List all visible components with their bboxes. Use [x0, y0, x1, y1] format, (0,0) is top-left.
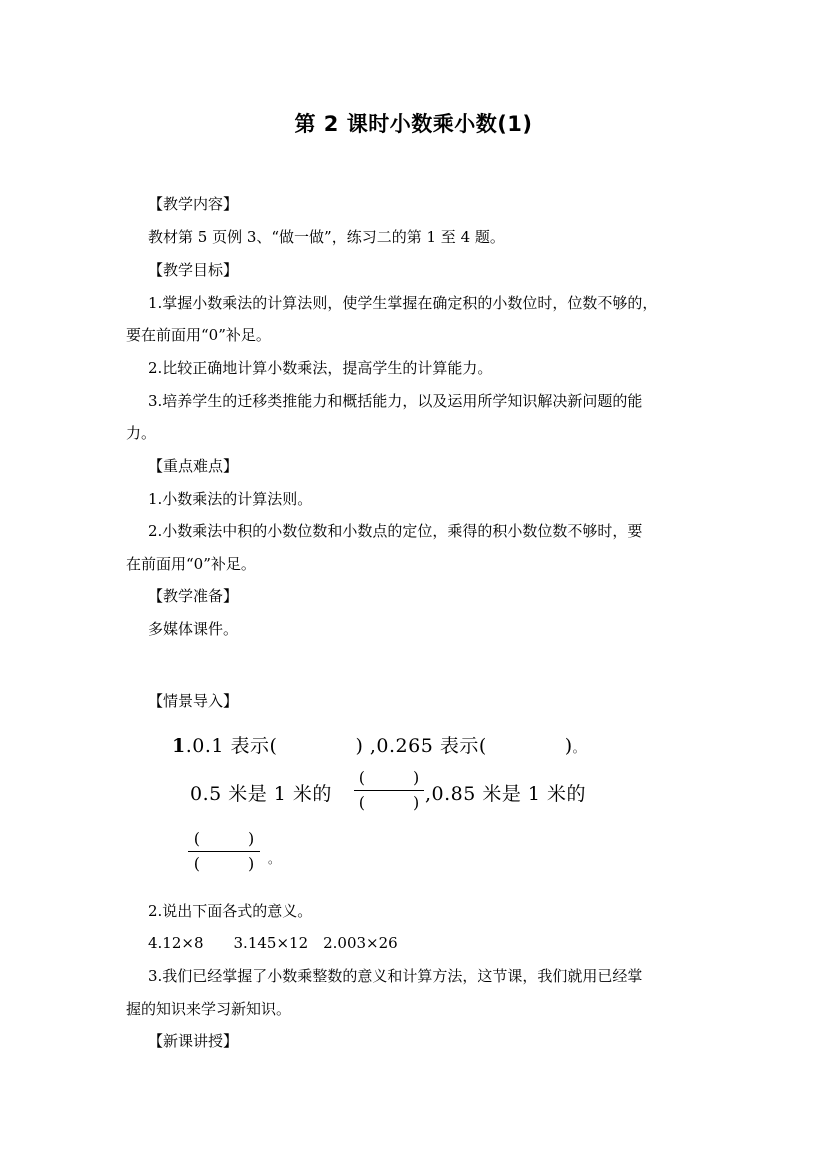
fraction-1-bar	[354, 790, 424, 791]
preparation-text: 多媒体课件。	[148, 620, 239, 638]
goal-3-line-2: 力。	[126, 424, 157, 442]
fraction-2-numerator: ( )	[193, 829, 255, 848]
fraction-1	[354, 767, 424, 814]
fraction-1-numerator: ( )	[358, 768, 420, 787]
content-text: 教材第 5 页例 3、“做一做”，练习二的第 1 至 4 题。	[148, 228, 505, 246]
question-2: 2.说出下面各式的意义。	[148, 902, 313, 920]
section-header-goals: 【教学目标】	[148, 261, 239, 279]
key-point-2-line-2: 在前面用“0”补足。	[126, 555, 256, 573]
goal-3-line-1: 3.培养学生的迁移类推能力和概括能力，以及运用所学知识解决新问题的能	[148, 392, 643, 410]
fraction-2	[188, 828, 260, 875]
fraction-1-denominator: ( )	[358, 793, 420, 812]
section-header-key-points: 【重点难点】	[148, 457, 239, 475]
section-header-preparation: 【教学准备】	[148, 587, 239, 605]
goal-2: 2.比较正确地计算小数乘法，提高学生的计算能力。	[148, 359, 493, 377]
section-header-content: 【教学内容】	[148, 195, 239, 213]
question-1-number: 1	[172, 735, 186, 757]
question-3-line-2: 握的知识来学习新知识。	[126, 1000, 292, 1018]
page-title: 第 2 课时小数乘小数(1)	[294, 112, 533, 136]
question-3-line-1: 3.我们已经掌握了小数乘整数的意义和计算方法，这节课，我们就用已经掌	[148, 967, 643, 985]
question-1-end: 。	[572, 741, 586, 755]
question-1-line-3-end: 。	[268, 852, 281, 866]
fraction-2-denominator: ( )	[193, 854, 255, 873]
goal-1-line-2: 要在前面用“0”补足。	[126, 326, 271, 344]
question-1-line-2a: 0.5 米是 1 米的	[190, 783, 332, 805]
goal-1-line-1: 1.掌握小数乘法的计算法则，使学生掌握在确定积的小数位时，位数不够的，	[148, 294, 658, 312]
question-1-text: .0.1 表示( ) ,0.265 表示( )	[185, 735, 573, 757]
key-point-1: 1.小数乘法的计算法则。	[148, 490, 313, 508]
section-header-intro: 【情景导入】	[148, 692, 239, 710]
question-1-line-1	[172, 731, 585, 758]
section-header-new-lesson: 【新课讲授】	[148, 1032, 239, 1050]
question-1-line-2b: ,0.85 米是 1 米的	[425, 783, 587, 805]
key-point-2-line-1: 2.小数乘法中积的小数位数和小数点的定位，乘得的积小数位数不够时，要	[148, 522, 643, 540]
question-2-expressions: 4.12×8 3.145×12 2.003×26	[148, 934, 398, 952]
fraction-2-bar	[188, 851, 260, 852]
